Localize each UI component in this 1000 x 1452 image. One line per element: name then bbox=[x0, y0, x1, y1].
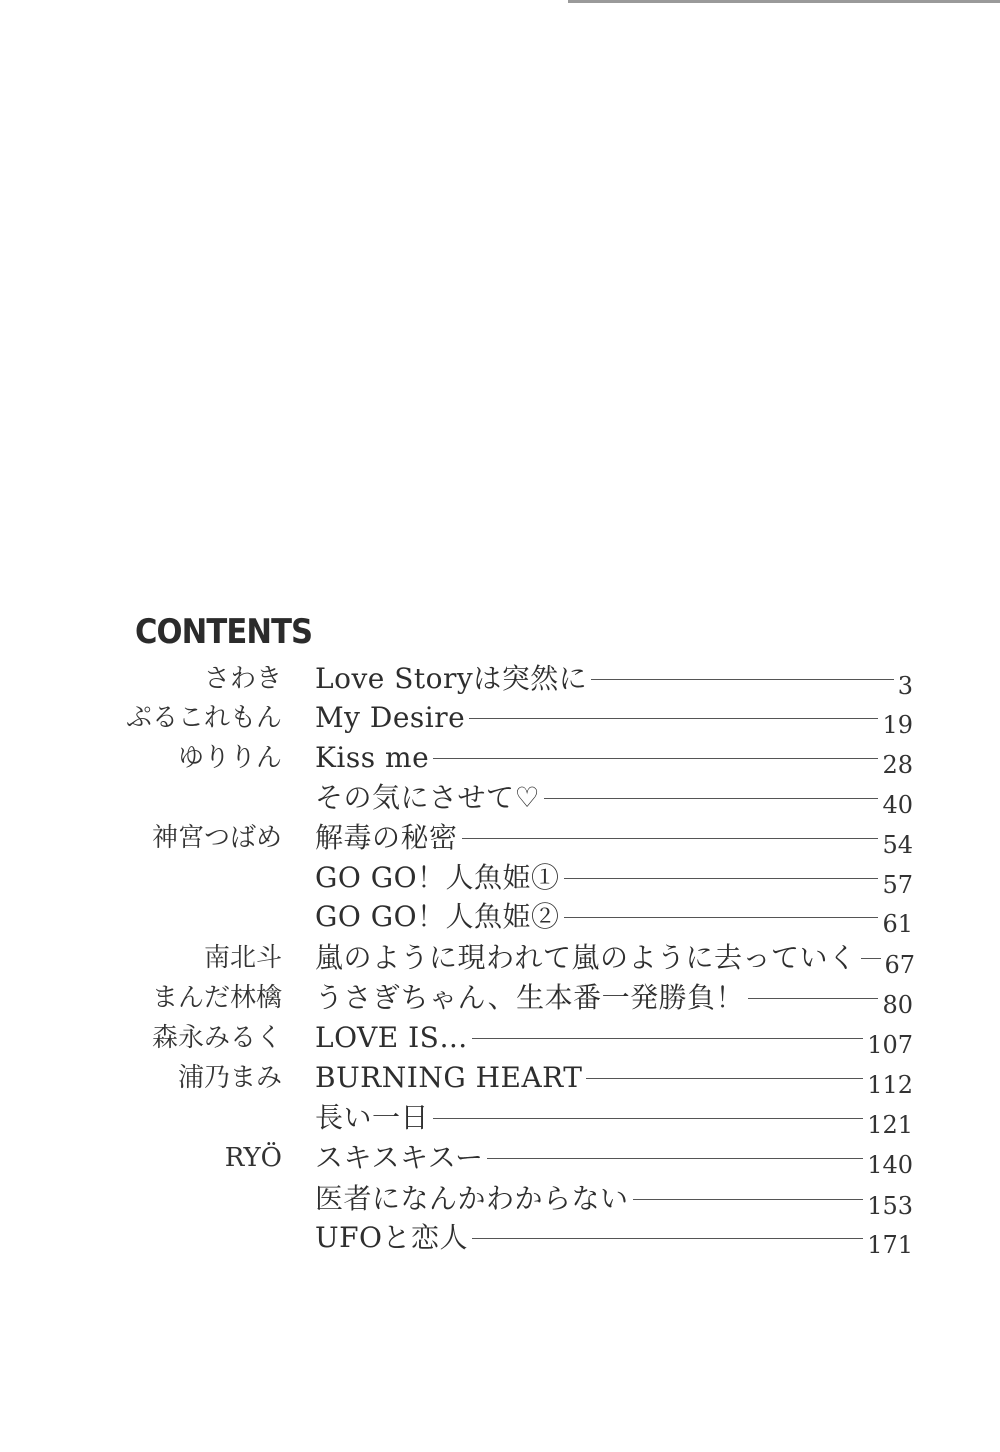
toc-title-line bbox=[315, 941, 916, 979]
toc-entry bbox=[0, 821, 1000, 861]
toc-author: 南北斗 bbox=[203, 943, 282, 973]
toc-page-number: 54 bbox=[882, 831, 913, 859]
toc-title-line bbox=[315, 1221, 913, 1259]
toc-entry bbox=[0, 1221, 1000, 1261]
dot-leader bbox=[472, 1238, 863, 1239]
toc-title-line bbox=[315, 821, 913, 859]
toc-title: 解毒の秘密 bbox=[315, 821, 458, 854]
toc-page-number: 80 bbox=[882, 991, 913, 1019]
toc-title: スキスキスー bbox=[315, 1141, 484, 1174]
toc-author: ゆりりん bbox=[177, 743, 282, 773]
toc-page-number: 153 bbox=[867, 1192, 913, 1220]
toc-page-number: 107 bbox=[867, 1031, 913, 1059]
toc-entry bbox=[0, 1141, 1000, 1181]
toc-title-line bbox=[315, 662, 913, 700]
toc-entry bbox=[0, 900, 1000, 940]
toc-page-number: 19 bbox=[882, 711, 913, 739]
toc-title-line bbox=[315, 1021, 913, 1059]
toc-page-number: 3 bbox=[897, 672, 913, 700]
toc-entry bbox=[0, 861, 1000, 901]
toc-title: うさぎちゃん、生本番一発勝負！ bbox=[315, 981, 745, 1014]
toc-page-number: 40 bbox=[882, 791, 913, 819]
dot-leader bbox=[433, 1118, 863, 1119]
dot-leader bbox=[591, 679, 893, 680]
toc-title: その気にさせて♡ bbox=[315, 781, 541, 814]
toc-page-number: 67 bbox=[884, 951, 916, 979]
toc-page-number: 61 bbox=[882, 910, 913, 938]
dot-leader bbox=[861, 958, 881, 959]
toc-title: Love Storyは突然に bbox=[315, 662, 588, 695]
toc-page-number: 140 bbox=[867, 1151, 913, 1179]
toc-page-number: 28 bbox=[882, 751, 913, 779]
dot-leader bbox=[433, 758, 878, 759]
toc-title-line bbox=[315, 1141, 913, 1179]
toc-title-line bbox=[315, 781, 913, 819]
dot-leader bbox=[487, 1158, 863, 1159]
toc-title-line bbox=[315, 1101, 913, 1139]
toc-entry bbox=[0, 1182, 1000, 1222]
toc-entry bbox=[0, 781, 1000, 821]
dot-leader bbox=[544, 798, 878, 799]
toc-author: 神宮つばめ bbox=[151, 823, 282, 853]
toc-title-line bbox=[315, 701, 913, 739]
toc-author: RYÖ bbox=[224, 1143, 282, 1173]
toc-entry bbox=[0, 701, 1000, 741]
toc-author: 浦乃まみ bbox=[177, 1063, 282, 1093]
toc-title-line bbox=[315, 1061, 913, 1099]
toc-author: まんだ林檎 bbox=[151, 983, 282, 1013]
contents-heading: CONTENTS bbox=[135, 612, 313, 652]
toc-title: UFOと恋人 bbox=[315, 1221, 468, 1254]
toc-entry bbox=[0, 1021, 1000, 1061]
dot-leader bbox=[586, 1078, 863, 1079]
dot-leader bbox=[462, 838, 879, 839]
toc-author: ぷるこれもん bbox=[125, 703, 282, 733]
toc-title: 長い一日 bbox=[315, 1101, 430, 1134]
toc-entry bbox=[0, 981, 1000, 1021]
toc-title: LOVE IS… bbox=[315, 1021, 468, 1054]
toc-author: 森永みるく bbox=[151, 1023, 282, 1053]
toc-title-line bbox=[315, 741, 913, 779]
dot-leader bbox=[564, 878, 879, 879]
toc-title: 嵐のように現われて嵐のように去っていく bbox=[315, 941, 857, 974]
toc-title-line bbox=[315, 861, 913, 899]
toc-entry bbox=[0, 662, 1000, 702]
toc-page-number: 112 bbox=[867, 1071, 913, 1099]
dot-leader bbox=[633, 1199, 864, 1200]
toc-title: Kiss me bbox=[315, 741, 430, 774]
toc-title: GO GO！人魚姫① bbox=[315, 861, 560, 894]
toc-entry bbox=[0, 1101, 1000, 1141]
toc-title-line bbox=[315, 1182, 913, 1220]
toc-title-line bbox=[315, 981, 913, 1019]
toc-title: GO GO！人魚姫② bbox=[315, 900, 560, 933]
dot-leader bbox=[748, 998, 878, 999]
toc-page-number: 57 bbox=[882, 871, 913, 899]
toc-title-line bbox=[315, 900, 913, 938]
toc-author: さわき bbox=[203, 664, 282, 694]
dot-leader bbox=[472, 1038, 863, 1039]
toc-title: My Desire bbox=[315, 701, 466, 734]
dot-leader bbox=[564, 917, 879, 918]
toc-title: 医者になんかわからない bbox=[315, 1182, 629, 1215]
toc-entry bbox=[0, 741, 1000, 781]
toc-page-number: 171 bbox=[867, 1231, 913, 1259]
toc-page-number: 121 bbox=[867, 1111, 913, 1139]
toc-title: BURNING HEART bbox=[315, 1061, 583, 1094]
toc-entry bbox=[0, 941, 1000, 981]
toc-entry bbox=[0, 1061, 1000, 1101]
dot-leader bbox=[469, 718, 878, 719]
